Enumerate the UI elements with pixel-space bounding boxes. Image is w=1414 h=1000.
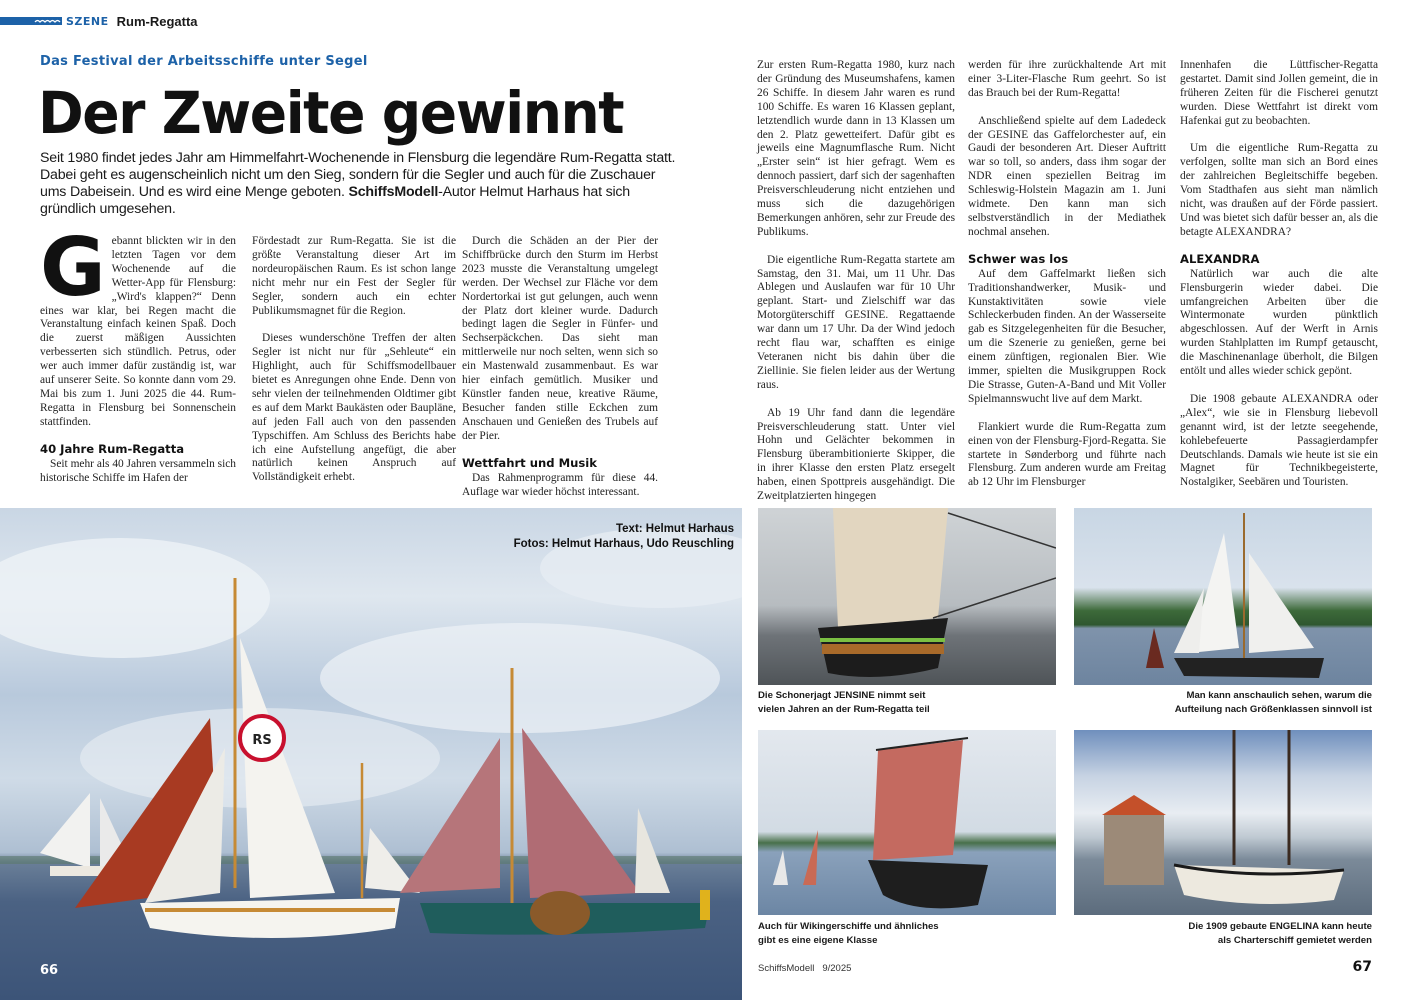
caption-engelina [1074, 920, 1372, 948]
caption-line: Man kann anschaulich sehen, warum die [1186, 690, 1372, 701]
paragraph: ebannt blickten wir in den letzten Tagen vor dem Wochenende auf die Wetter-App für Flensburg: „Wird's klappen?“ Denn eines war klar, bei Regen macht die Veranstaltung einfach keinen Spaß. Doch die zuerst mäßigen Aussichten verbesserten sich stündlich. Petrus, oder wer auch immer dafür zuständig ist, war auf unserer Seite. So konnte dann vom 29. Mai bis zum 1. Juni 2025 die 44. Rum-Regatta in Flensburg bei Sonnenschein stattfinden. [40, 235, 236, 428]
issue-number: 9/2025 [822, 963, 852, 974]
credits [514, 522, 734, 552]
column-3 [462, 235, 658, 499]
column-6 [1180, 59, 1378, 490]
schooner-illustration [758, 508, 1056, 685]
page-number-left: 66 [40, 963, 59, 978]
photo-size-classes [1074, 508, 1372, 685]
caption-line: gibt es eine eigene Klasse [758, 935, 878, 946]
paragraph: Durch die Schäden an der Pier der Schiffbrücke durch den Sturm im Herbst 2023 musste die Veranstaltung umgelegt werden. Der Wechsel zur Fläche vor dem Nordertorkai ist gut gelungen, auch wenn der Platz dort kleiner wurde. Dadurch bedingt lagen die Segler in Fünfer- und Sechserpäckchen. Das sieht man mittlerweile nur noch selten, wenn sich so ein Mastenwald zusammenbaut. Es war hier einfach gemütlich. Musiker und Künstler fanden neue, kreative Räume, Besucher fanden stille Eckchen zum Anschauen und Genießen des Trubels auf der Pier. [462, 235, 658, 442]
engelina-illustration [1074, 730, 1372, 915]
lead-text-end: -Autor Helmut Harhaus hat sich gründlich umgesehen. [40, 184, 630, 217]
lead-text: Seit 1980 findet jedes Jahr am Himmelfahrt-Wochenende in Flensburg die legendäre Rum-Regatta statt. Dabei geht es augenscheinlich nicht um den Sieg, sondern für die Segler und auch für die Zuschauer ums Dabeisein. Und es wird eine Menge geboten. [40, 150, 676, 200]
subheading: Schwer was los [968, 251, 1069, 266]
caption-size-classes [1074, 689, 1372, 717]
lead-paragraph [40, 150, 680, 218]
paragraph: Auf dem Gaffelmarkt ließen sich Traditionshandwerker, Musik- und Kunstaktivitäten sowie viele Schleckerbuden finden. An der Wasserseite gab es Sitzgelegenheiten für die Besucher, um die Szenerie zu genießen, gerne bei einem zünftigen, regionalen Bier. Wie immer, spielten die Musikgruppen Rock Die Strasse, Guten-A-Band und Mit Voller Spielmannswucht live auf dem Markt. [968, 267, 1166, 405]
paragraph: Zur ersten Rum-Regatta 1980, kurz nach der Gründung des Museumshafens, kamen 26 Schiffe. In diesem Jahr waren es rund 100 Schiffe. Es waren 16 Klassen geplant, letztendlich wurde dann in 13 Klassen um den 2. Platz gewetteifert. Dafür gibt es jeweils eine Magnumflasche Rum. Nicht „Erster sein“ ist hier gefragt. Wem es dennoch passiert, darf sich der sagenhaften Preisverschleuderung nicht entziehen und muss sich die dazugehörigen Bemerkungen anhören, sehr zur Freude des Publikums. [757, 59, 956, 238]
column-5 [968, 59, 1166, 490]
paragraph: Innenhafen die Lüttfischer-Regatta gestartet. Damit sind Jollen gemeint, die in früheren Zeiten für die Fischerei genutzt wurden. Diese Wettfahrt ist direkt vom Hafenkai gut zu beobachten. [1180, 59, 1378, 127]
topic-label: Rum-Regatta [116, 13, 198, 29]
paragraph: Um die eigentliche Rum-Regatta zu verfolgen, sollte man sich an Bord eines der zahlreichen Begleitschiffe begeben. Vom Stadthafen aus sieht man nämlich nicht, was draußen auf der Förde passiert. Und was bietet sich dafür besser an, als die betagte ALEXANDRA? [1180, 142, 1378, 238]
caption-line: als Charterschiff gemietet werden [1217, 935, 1372, 946]
caption-line: Die 1909 gebaute ENGELINA kann heute [1188, 921, 1372, 932]
rubric-bar [0, 17, 36, 25]
text-credit: Text: Helmut Harhaus [615, 523, 734, 535]
photo-viking-ship [758, 730, 1056, 915]
headline: Der Zweite gewinnt [38, 79, 624, 147]
hero-photo [0, 508, 742, 1000]
photo-credit: Fotos: Helmut Harhaus, Udo Reuschling [513, 538, 734, 550]
paragraph: Das Rahmenprogramm für diese 44. Auflage war wieder höchst interessant. [462, 471, 658, 498]
footer-magazine [758, 963, 851, 974]
paragraph: Anschließend spielte auf dem Ladedeck der GESINE das Gaffelorchester auf, ein Gaudi der besonderen Art. Dieser Auftritt war so toll, so anders, dass ihm sogar der NDR einen speziellen Beitrag im Schleswig-Holstein Magazin am 1. Juni widmete. Den kann man sich selbstverständlich in der Mediathek nochmal ansehen. [968, 114, 1166, 238]
subheading: ALEXANDRA [1180, 251, 1260, 266]
viking-ship-illustration [758, 730, 1056, 915]
paragraph: Die 1908 gebaute ALEXANDRA oder „Alex“, wie sie in Flensburg liebevoll genannt wird, ist der letzte seegehende, kohlebefeuerte Passagierdampfer Deutschlands. Damals wie heute ist sie ein Magnet für Technikbegeisterte, Nostalgiker, Seebären und Touristen. [1180, 392, 1378, 489]
paragraph: Flankiert wurde die Rum-Regatta zum einen von der Flensburg-Fjord-Regatta. Sie startete in Sønderborg und führte nach Flensburg. Zum anderen wurde am Freitag ab 12 Uhr im Flensburger [968, 420, 1166, 489]
paragraph: Die eigentliche Rum-Regatta startete am Samstag, den 31. Mai, um 11 Uhr. Das Ablegen und Auslaufen war für 10 Uhr geplant. Start- und Zielschiff war das Motorgüterschiff GESINE. Regattaende war dann um 17 Uhr. Da der Wind jedoch recht flau war, schafften es einige Veteranen nicht bis dahin über die Ziellinie. Sie fielen leider aus der Wertung raus. [757, 253, 955, 391]
page-number-right: 67 [1352, 959, 1372, 975]
drop-cap: G [40, 221, 106, 314]
magazine-name: SchiffsModell [758, 963, 815, 974]
paragraph: Ab 19 Uhr fand dann die legendäre Preisverschleuderung statt. Unter viel Hohn und Gelächter bekommen in Flensburg überambitionierte Skipper, die in ihrer Klasse den ersten Platz ersegelt haben, einen Spottpreis ausgehändigt. Die Zweitplatzierten hingegen [757, 406, 955, 503]
caption-viking [758, 920, 1056, 948]
subheading: Wettfahrt und Musik [462, 455, 597, 470]
caption-line: Auch für Wikingerschiffe und ähnliches [758, 921, 939, 932]
column-2 [252, 235, 456, 485]
photo-engelina [1074, 730, 1372, 915]
sailing-ships-illustration [0, 508, 742, 1000]
subheading: 40 Jahre Rum-Regatta [40, 441, 185, 456]
caption-line: Aufteilung nach Größenklassen sinnvoll ist [1174, 704, 1372, 715]
caption-line: vielen Jahren an der Rum-Regatta teil [758, 704, 930, 715]
section-rubric [0, 13, 198, 29]
column-1 [40, 221, 236, 486]
kicker: Das Festival der Arbeitsschiffe unter Segel [40, 54, 368, 69]
column-4 [757, 59, 955, 504]
paragraph: Seit mehr als 40 Jahren versammeln sich historische Schiffe im Hafen der [40, 457, 236, 484]
caption-line: Die Schonerjagt JENSINE nimmt seit [758, 690, 926, 701]
section-label: SZENE [66, 14, 109, 28]
sail-badge: RS [252, 733, 272, 748]
waves-icon [34, 17, 62, 25]
gaff-ketch-illustration [1074, 508, 1372, 685]
paragraph: Natürlich war auch die alte Flensburgerin wieder dabei. Die umfangreichen Arbeiten über die Wintermonate wurden pünktlich abgeschlossen. Auf der Werft in Arnis wurden Stahlplatten im Rumpf getauscht, die Maschinenanlage überholt, die Bilgen entölt und alles wieder schick gepönt. [1180, 267, 1378, 378]
lead-brand: SchiffsModell [348, 184, 439, 200]
paragraph: Fördestadt zur Rum-Regatta. Sie ist die größte Veranstaltung dieser Art im nordeuropäischen Raum. Es ist schon lange nicht mehr nur ein Fest der Segler für Segler, sondern auch ein echter Publikumsmagnet für die Region. [252, 235, 456, 317]
paragraph: werden für ihre zurückhaltende Art mit einer 3-Liter-Flasche Rum geehrt. So ist das Brauch bei der Rum-Regatta! [968, 59, 1166, 99]
caption-jensine [758, 689, 1056, 717]
photo-jensine [758, 508, 1056, 685]
paragraph: Dieses wunderschöne Treffen der alten Segler ist nicht nur für „Sehleute“ ein Highlight, auch für Schiffsmodellbauer bietet es Anregungen ohne Ende. Denn von sehr vielen der teilnehmenden Oldtimer gibt es auf dem Markt Baukästen oder Baupläne, auf jeden Fall auch von den passenden Typschiffen. Am Schluss des Berichts habe ich eine Aufstellung angefügt, die aber natürlich keinen Anspruch auf Vollständigkeit erhebt. [252, 332, 456, 484]
